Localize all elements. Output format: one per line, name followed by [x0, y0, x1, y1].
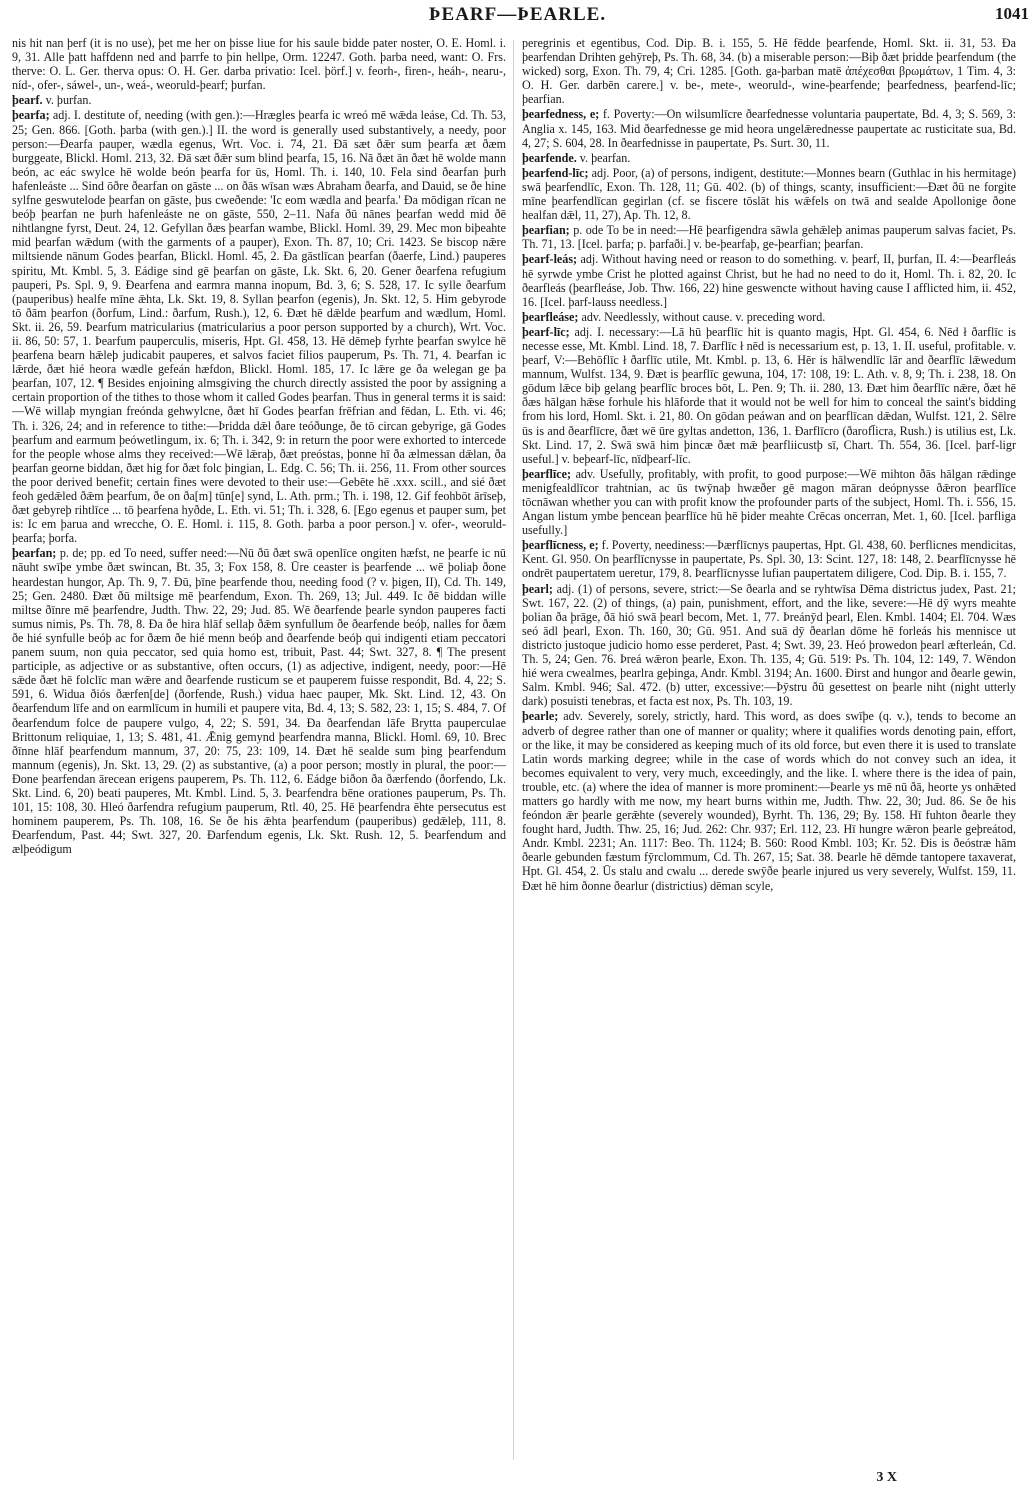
entry-text: adj. (1) of persons, severe, strict:—Se ðearla and se ryhtwīsa Dēma districtus judex, Past. 21; Swt. 167, 22. (2) of things, (a) pain, punishment, effort, and the like, severe:—Hē dȳ wyrs meahte þolian ða þrāge, ðā hió swā þearl becom, Met. 1, 77. Þreánȳd þearl, Elen. Kmbl. 1404; El. 704. Wæs seó ādl þearl, Exon. Th. 160, 30; Gū. 951. And suā dȳ ðearlan dōme hē forleás his mennisce ut districto justoque judicio homo esse perderet, Past. 4; Swt. 39, 23. Heó þrowedon þearl æfterleán, Cd. Th. 5, 24; Gen. 76. Þreá wǣron þearle, Exon. Th. 135, 4; Gū. 519: Ps. Th. 104, 12: 149, 7. Wēndon hié wera cwealmes, þearlra geþinga, Andr. Kmbl. 3194; An. 1600. Ðirst and hungor and ðearle gewin, Salm. Kmbl. 946; Sal. 472. (b) utter, excessive:—Þȳstru ðū gesettest on þearle niht (night utterly dark) posuisti tenebras, et facta est nox, Ps. Th. 103, 19.: [522, 581, 1016, 709]
dictionary-entry: [522, 36, 1016, 106]
left-column: [12, 36, 506, 1476]
entry-text: v. þearfan.: [579, 150, 631, 165]
entry-text: adv. Usefully, profitably, with profit, to good purpose:—Wē mihton ðās hālgan rǣdinge menigfealdlīcor trahtnian, ac ūs twȳnaþ hwæðer gē magon māran deópnysse ðǣron þearflīce tōcnāwan whether you can with profit know the profounder parts of the subject, Homl. Th. i. 556, 15. Angan listum ymbe þencean þearflīce hū hē þider meahte Crēcas oncerran, Met. 1, 60. [Icel. þarfliga usefully.]: [522, 466, 1016, 538]
entry-text: adj. I. destitute of, needing (with gen.):—Hrægles þearfa ic wreó mē wǣda leáse, Cd. Th. 53, 25; Gen. 866. [Goth. þarba (with gen.).] II. the word is generally used substantively, a needy, poor person:—Ðearfa pauper, wædla egenus, Wrt. Voc. i. 74, 21. Ðā sæt ðǣr sum þearfa æt ðæm burggeate, Blickl. Homl. 213, 32. Ðā sæt ðǣr sum blind þearfa, 15, 16. Nā ðæt ān ðæt hē wolde mann beón, ac eác swylce hē wolde beón þearfa for ūs, Homl. Th. i. 140, 10. Fela sind ðearfan þurh hafenleáste ... Sind ōðre ðearfan on gāste ... on ðās wīsan wæs Abraham ðearfa, and Dauid, se ðe hine sylfne geswutelode þearfan on gāste, þus cweðende: 'Ic eom wædla and þearfa.' Ða mōdigan rīcan ne beóþ þearfan ne þurh hafenleáste ne on gāste, 550, 2–11. Nafa ðū nānes þearfan wedd mid ðē nihtlangne fyrst, Deut. 24, 12. Gefyllan ðæs þearfan wambe, Blickl. Homl. 39, 29. Mec mon biþeahte mid þearfan wǣdum (with the garments of a pauper), Exon. Th. 87, 10; Cri. 1423. Se biscop nǣre miltsiende nānum Godes þearfan, Blickl. Homl. 45, 2. Ða gāstlīcan þearfan (ðaerfe, Lind.) pauperes spiritu, Mt. Kmbl. 5, 3. Eádige sind gē þearfan on gāste, Lk. Skt. 6, 20. Gener ðearfena refugium pauperi, Ps. Spl. 9, 9. Ðearfena and earmra manna inopum, Bd. 3, 6; S. 528, 17. Ic sylle ðearfum (pauperibus) healfe mīne ǣhta, Lk. Skt. 19, 8. Syllan þearfon (egenis), Jn. Skt. 12, 5. Him gebyrode tō ðām þearfon (ðorfum, Lind.: ðarfum, Rush.), 12, 6. Ðæt hē dǣlde þearfum and wædlum, Homl. Skt. ii. 26, 59. Þearfum matricularius (matricularius a poor person supported by a church), Wrt. Voc. ii. 86, 50: 57, 1. Þearfum pauperculis, miseris, Hpt. Gl. 458, 13. Hē dēmeþ fyrhte þearfan swylce hē þearfena bearn hǣleþ judicabit pauperes, et salvos faciet filios pauperum, Ps. Th. 71, 4. Þearfan ic lǣrde, ðæt hié heora wædle gefeán hæfdon, Blickl. Homl. 185, 17. Ic lǣre ge ða welegan ge þa þearfan, 107, 12. ¶ Besides enjoining almsgiving the church directly assisted the poor by assigning a certain proportion of the tithes to those whom it called Godes þearfan. Thus in general terms it is said:—Wē willaþ myngian freónda gehwylcne, ðæt hī Godes þearfan frēfrian and fēdan, L. Eth. vi. 46; Th. i. 326, 24; and in reference to tithe:—Þridda dǣl ðare teóðunge, ðe tō circan gebyrige, gā Godes þearfum and earmum þeówetlingum, ix. 6; Th. i. 342, 9: in return the poor were exhorted to intercede for the people whose alms they received:—Wē lǣraþ, ðæt preóstas, þonne hī ða ælmessan dǣlan, ða þearfan georne biddan, ðæt hig for ðæt folc þingian, L. Edg. C. 56; Th. ii. 256, 11. From other sources the poor derived benefit; certain fines were devoted to their use:—Gebēte hē .xxx. scill., and sié ðæt feoh gedǣled ðǣm þearfum, ðe on ða[m] tūn[e] synd, L. Ath. prm.; Th. i. 198, 12. Gif feohbōt ārīseþ, ðæt gebyreþ rihtlīce ... tō þearfena hyðde, L. Eth. vi. 51; Th. i. 328, 6. [Ego egenus et pauper sum, þet is: Ic em þarua and wrecche, O. E. Homl. i. 115, 8. Goth. þarba a poor person.] v. ofer-, weoruld-þearfa; þorfa.: [12, 108, 506, 546]
column-divider: [513, 40, 514, 1460]
entry-headword: þearfedness, e;: [522, 107, 600, 122]
entry-headword: þearfleáse;: [522, 309, 579, 324]
entry-headword: þearf-leás;: [522, 252, 578, 267]
dictionary-entry: [522, 107, 1016, 149]
entry-headword: þearflīcness, e;: [522, 538, 599, 553]
entry-headword: þearfa;: [12, 108, 50, 123]
entry-text: adv. Needlessly, without cause. v. preceding word.: [581, 309, 826, 324]
entry-headword: þearf.: [12, 93, 43, 108]
dictionary-entry: [12, 36, 506, 92]
entry-headword: þearflīce;: [522, 466, 572, 481]
dictionary-entry: [12, 108, 506, 545]
entry-text: p. ode To be in need:—Hē þearfigendra sāwla gehǣleþ animas pauperum salvas faciet, Ps. Th. 71, 13. [Icel. þarfa; p. þarfaði.] v. be-þearfaþ, ge-þearfian; þearfan.: [522, 223, 1016, 252]
dictionary-entry: [522, 709, 1016, 892]
dictionary-entry: [12, 546, 506, 856]
dictionary-entry: [522, 467, 1016, 537]
entry-headword: þearle;: [522, 709, 559, 724]
entry-headword: þearfian;: [522, 223, 570, 238]
entry-headword: þearfende.: [522, 150, 577, 165]
dictionary-entry: [522, 325, 1016, 466]
entry-text: peregrinis et egentibus, Cod. Dip. B. i. 155, 5. Hē fēdde þearfende, Homl. Skt. ii. 31, 53. Ða þearfendan Drihten gehȳreþ, Ps. Th. 68, 34. (b) a miserable person:—Biþ ðæt þridde þearfendum (the wicked) sorg, Exon. Th. 79, 4; Cri. 1285. [Goth. ga-þarban matē ἀπέχεσθαι βρωμάτων, 1 Tim. 4, 3: O. H. Ger. darbēn carere.] v. be-, mete-, weoruld-, wine-þearfende; þearfedness, þearfend-līc; þearfian.: [522, 36, 1016, 107]
entry-headword: þearf-līc;: [522, 324, 570, 339]
dictionary-entry: [522, 151, 1016, 165]
entry-text: adj. Without having need or reason to do something. v. þearf, II, þurfan, II. 4:—Þearfleás hē syrwde ymbe Crist he plotted against Christ, but he had no need to do it, Homl. Th. i. 82, 20. Ic ðearfleás (þearfleáse, Job. Thw. 166, 22) hine geswencte without having cause I afflicted him, ii. 452, 16. [Icel. þarf-lauss needless.]: [522, 252, 1016, 309]
right-column: [522, 36, 1016, 1476]
dictionary-entry: [522, 223, 1016, 251]
dictionary-entry: [522, 538, 1016, 580]
entry-text: f. Poverty:—On wilsumlīcre ðearfednesse voluntaria paupertate, Bd. 4, 3; S. 569, 3: Anglia x. 145, 163. Mid ðearfednesse ge mid heora ungelǣrednesse paupertate ac rusticitate sua, Bd. 4, 27; S. 604, 28. In ðearfednisse in paupertate, Ps. Surt. 30, 11.: [522, 107, 1016, 150]
page-number: 1041: [995, 4, 1029, 23]
page-header: [0, 4, 1035, 32]
entry-headword: þearfan;: [12, 546, 57, 561]
dictionary-entry: [522, 582, 1016, 709]
entry-text: f. Poverty, neediness:—Þærflīcnys paupertas, Hpt. Gl. 438, 60. Þerflicnes mendicitas, Kent. Gl. 950. On þearflīcnysse in paupertate, Ps. Spl. 30, 13: Scint. 127, 18: 148, 2. Þearflīcnysse hē ondrēt paupertatem ueretur, 179, 8. Þearflīcnysse lufian paupertatem diligere, Cod. Dip. B. i. 155, 7.: [522, 538, 1016, 581]
dictionary-entry: [12, 93, 506, 107]
dictionary-entry: [522, 166, 1016, 222]
signature-mark: 3 X: [876, 1470, 897, 1485]
entry-text: adj. I. necessary:—Lā hū þearflīc hit is quanto magis, Hpt. Gl. 454, 6. Nēd ł ðarflīc is necesse esse, Mt. Kmbl. Lind. 18, 7. Ðarflīc ł nēd is necessarium est, p. 13, 1. II. useful, profitable. v. þearf, V:—Behōflīc ł ðarflīc utile, Mt. Kmbl. p. 13, 6. Hēr is hālwendlīc lār and ðearflīc lǣwedum mannum, Wulfst. 134, 9. Ðæt is þearflīc gewuna, 104, 17: 108, 19: L. Ath. v. 8, 9; Th. i. 238, 18. On gōdum lǣce biþ gelang þearflīc broces bōt, L. Pen. 9; Th. ii. 280, 13. Ðæt him ðearflīc nǣre, ðæt hē ðæs hālgan hǣse forhule his hlāforde that it would not be well for him to conceal the saint's bidding from his lord, Homl. Skt. i. 21, 80. On gōdan peáwan and on þearflīcan dǣdan, Wulfst. 121, 2. Sēlre ūs is and ðearflīcre, ðæt wē ūre gyltas andetton, 136, 1. Ðarflīcro (ðarofl̄icra, Rush.) is utilius est, Lk. Skt. Lind. 17, 2. Swā swā him þincæ ðæt mǣ þearfliicustþ sī, Chart. Th. 554, 36. [Icel. þarf-ligr useful.] v. beþearf-līc, nīdþearf-līc.: [522, 324, 1016, 466]
running-head: ÞEARF—ÞEARLE.: [428, 4, 607, 25]
entry-text: v. þurfan.: [45, 93, 92, 108]
entry-text: adj. Poor, (a) of persons, indigent, destitute:—Monnes bearn (Guthlac in his hermitage) swā þearfendlīc, Exon. Th. 128, 11; Gū. 402. (b) of things, scanty, insufficient:—Ðæt ðū ne forgite mīne þearfendlīcan gegirlan (cf. se fiscere tōslāt his wǣfels on twā and sealde Apollonige ðone healfan dǣl, 11, 27), Ap. Th. 12, 8.: [522, 165, 1016, 223]
entry-headword: þearl;: [522, 581, 553, 596]
entry-text: p. de; pp. ed To need, suffer need:—Nū ðū ðæt swā openlīce ongiten hæfst, ne þearfe ic nū nāuht swīþe ymbe ðæt swincan, Bt. 35, 3; Fox 158, 8. Ūre ceaster is þearfende ... wē þoliaþ ðone heardestan hungor, Ap. Th. 9, 7. Ðū, þīne þearfende thou, needing food (? v. þigen, II), Cd. Th. 149, 25; Gen. 2480. Ðæt ðū miltsige mē þearfendum, Exon. Th. 269, 13; Jul. 449. Ic ðē biddan wille miltse ðīnre mē þearfendre, Judth. Thw. 22, 29; Jud. 85. Wē ðearfende þearle syndon pauperes facti sumus nimis, Ps. Th. 78, 8. Ða ðe hira hlāf sellaþ ðǣm synfullum ðe ðearfende beóþ, nalles for ðæm ðe hié synfulle beóþ ac for ðæm ðe hié menn beóþ and ðearfende beóþ qui indigenti etiam peccatori panem suum, non quia peccator, sed quia homo est, tribuit, Past. 44; Swt. 327, 8. ¶ The present participle, as adjective or as substantive, often occurs, (1) as adjective, indigent, needy, poor:—Hē sǣde ðæt hē folclīc man wǣre and ðearfende rusticum se et pauperem fuisse respondit, Bd. 4, 22; S. 591, 6. Widua ðiós ðærfen[de] (ðorfende, Rush.) vidua haec pauper, Mk. Skt. Lind. 12, 43. On ðearfendum līfe and on earmlīcum in humili et paupere vita, Bd. 4, 13; S. 582, 23: 1, 15; S. 484, 7. Of ðearfendum folce de paupere vulgo, 4, 22; S. 591, 34. Ða ðearfendan lāfe Brytta pauperculae Brittonum reliquiae, 1, 13; S. 481, 41. Ǣnig gemynd þearfendra manna, Blickl. Homl. 69, 10. Brec ðīnne hlāf þearfendum mannum, 37, 20: 75, 23: 109, 14. Ðæt hē sealde sum þing þearfendum mannum (egenis), Jn. Skt. 13, 29. (2) as substantive, (a) a poor person; mostly in plural, the poor:—Ðone þearfendan ārecean erigens pauperem, Ps. Th. 112, 6. Eádge biðon ða ðærfendo (ðorfendo, Lk. Skt. Lind. 6, 20) beati pauperes, Mt. Kmbl. Lind. 5, 3. Þearfendra bēne orationes pauperum, Ps. Th. 101, 15: 108, 30. Hleó ðarfendra refugium pauperum, Rtl. 40, 25. Hē þearfendra ēhte persecutus est hominem pauperem, Ps. Th. 108, 16. Se ðe his ǣhta þearfendum (pauperibus) gedǣleþ, 111, 8. Ðearfendum, Past. 44; Swt. 327, 20. Ðarfendum egenis, Lk. Skt. Rush. 12, 5. Þearfendum and ælþeódigum: [12, 546, 506, 857]
entry-headword: þearfend-līc;: [522, 165, 589, 180]
entry-text: adv. Severely, sorely, strictly, hard. This word, as does swīþe (q. v.), tends to become an adverb of degree rather than one of manner or quality; where it qualifies words denoting pain, effort, or the like, it may be considered as keeping much of its old force, but even there it is used to translate Latin words marking degree; while in the case of words which do not convey such an idea, it becomes equivalent to very, very much, exceedingly, and the like. I. where there is the idea of pain, trouble, etc. (a) where the idea of manner is more prominent:—Þearle ys mē nū ðā, heorte ys onhǣted matters go hardly with me now, my heart burns within me, Judth. Thw. 22, 30; Jud. 86. Se ðe his feóndon ǣr þearle gerǣhte (severely wounded), Byrht. Th. 136, 29; By. 158. Hī fuhton ðearle they fought hard, Judth. Thw. 25, 16; Jud. 262: Chr. 937; Erl. 112, 23. Hī hungre wǣron þearle geþreátod, Andr. Kmbl. 2231; An. 1117: Beo. Th. 1124; B. 560: Rood Kmbl. 103; Kr. 52. Ðis is ðeóstræ hām ðearle gebunden fæstum fȳrclommum, Cd. Th. 267, 15; Sat. 38. Þearle hē dēmde tantopere taxaverat, Hpt. Gl. 454, 2. Ūs stalu and cwalu ... derede swȳðe þearle injured us very severely, Wulfst. 159, 11. Ðæt hē him ðonne ðearlur (districtius) dēman scyle,: [522, 709, 1016, 893]
dictionary-entry: [522, 252, 1016, 308]
entry-text: nis hit nan þerf (it is no use), þet me her on þisse liue for his saule bidde pater noster, O. E. Homl. i. 9, 31. Alle þatt haffdenn ned and þarrfe to þin hellpe, Orm. 12247. Goth. þarba need, want: O. Frs. therve: O. L. Ger. therva opus: O. H. Ger. darba privatio: Icel. þörf.] v. feorh-, firen-, heáh-, nearu-, níd-, ofer-, sáwel-, un-, weá-, weoruld-þearf; þurfan.: [12, 36, 506, 93]
dictionary-entry: [522, 310, 1016, 324]
